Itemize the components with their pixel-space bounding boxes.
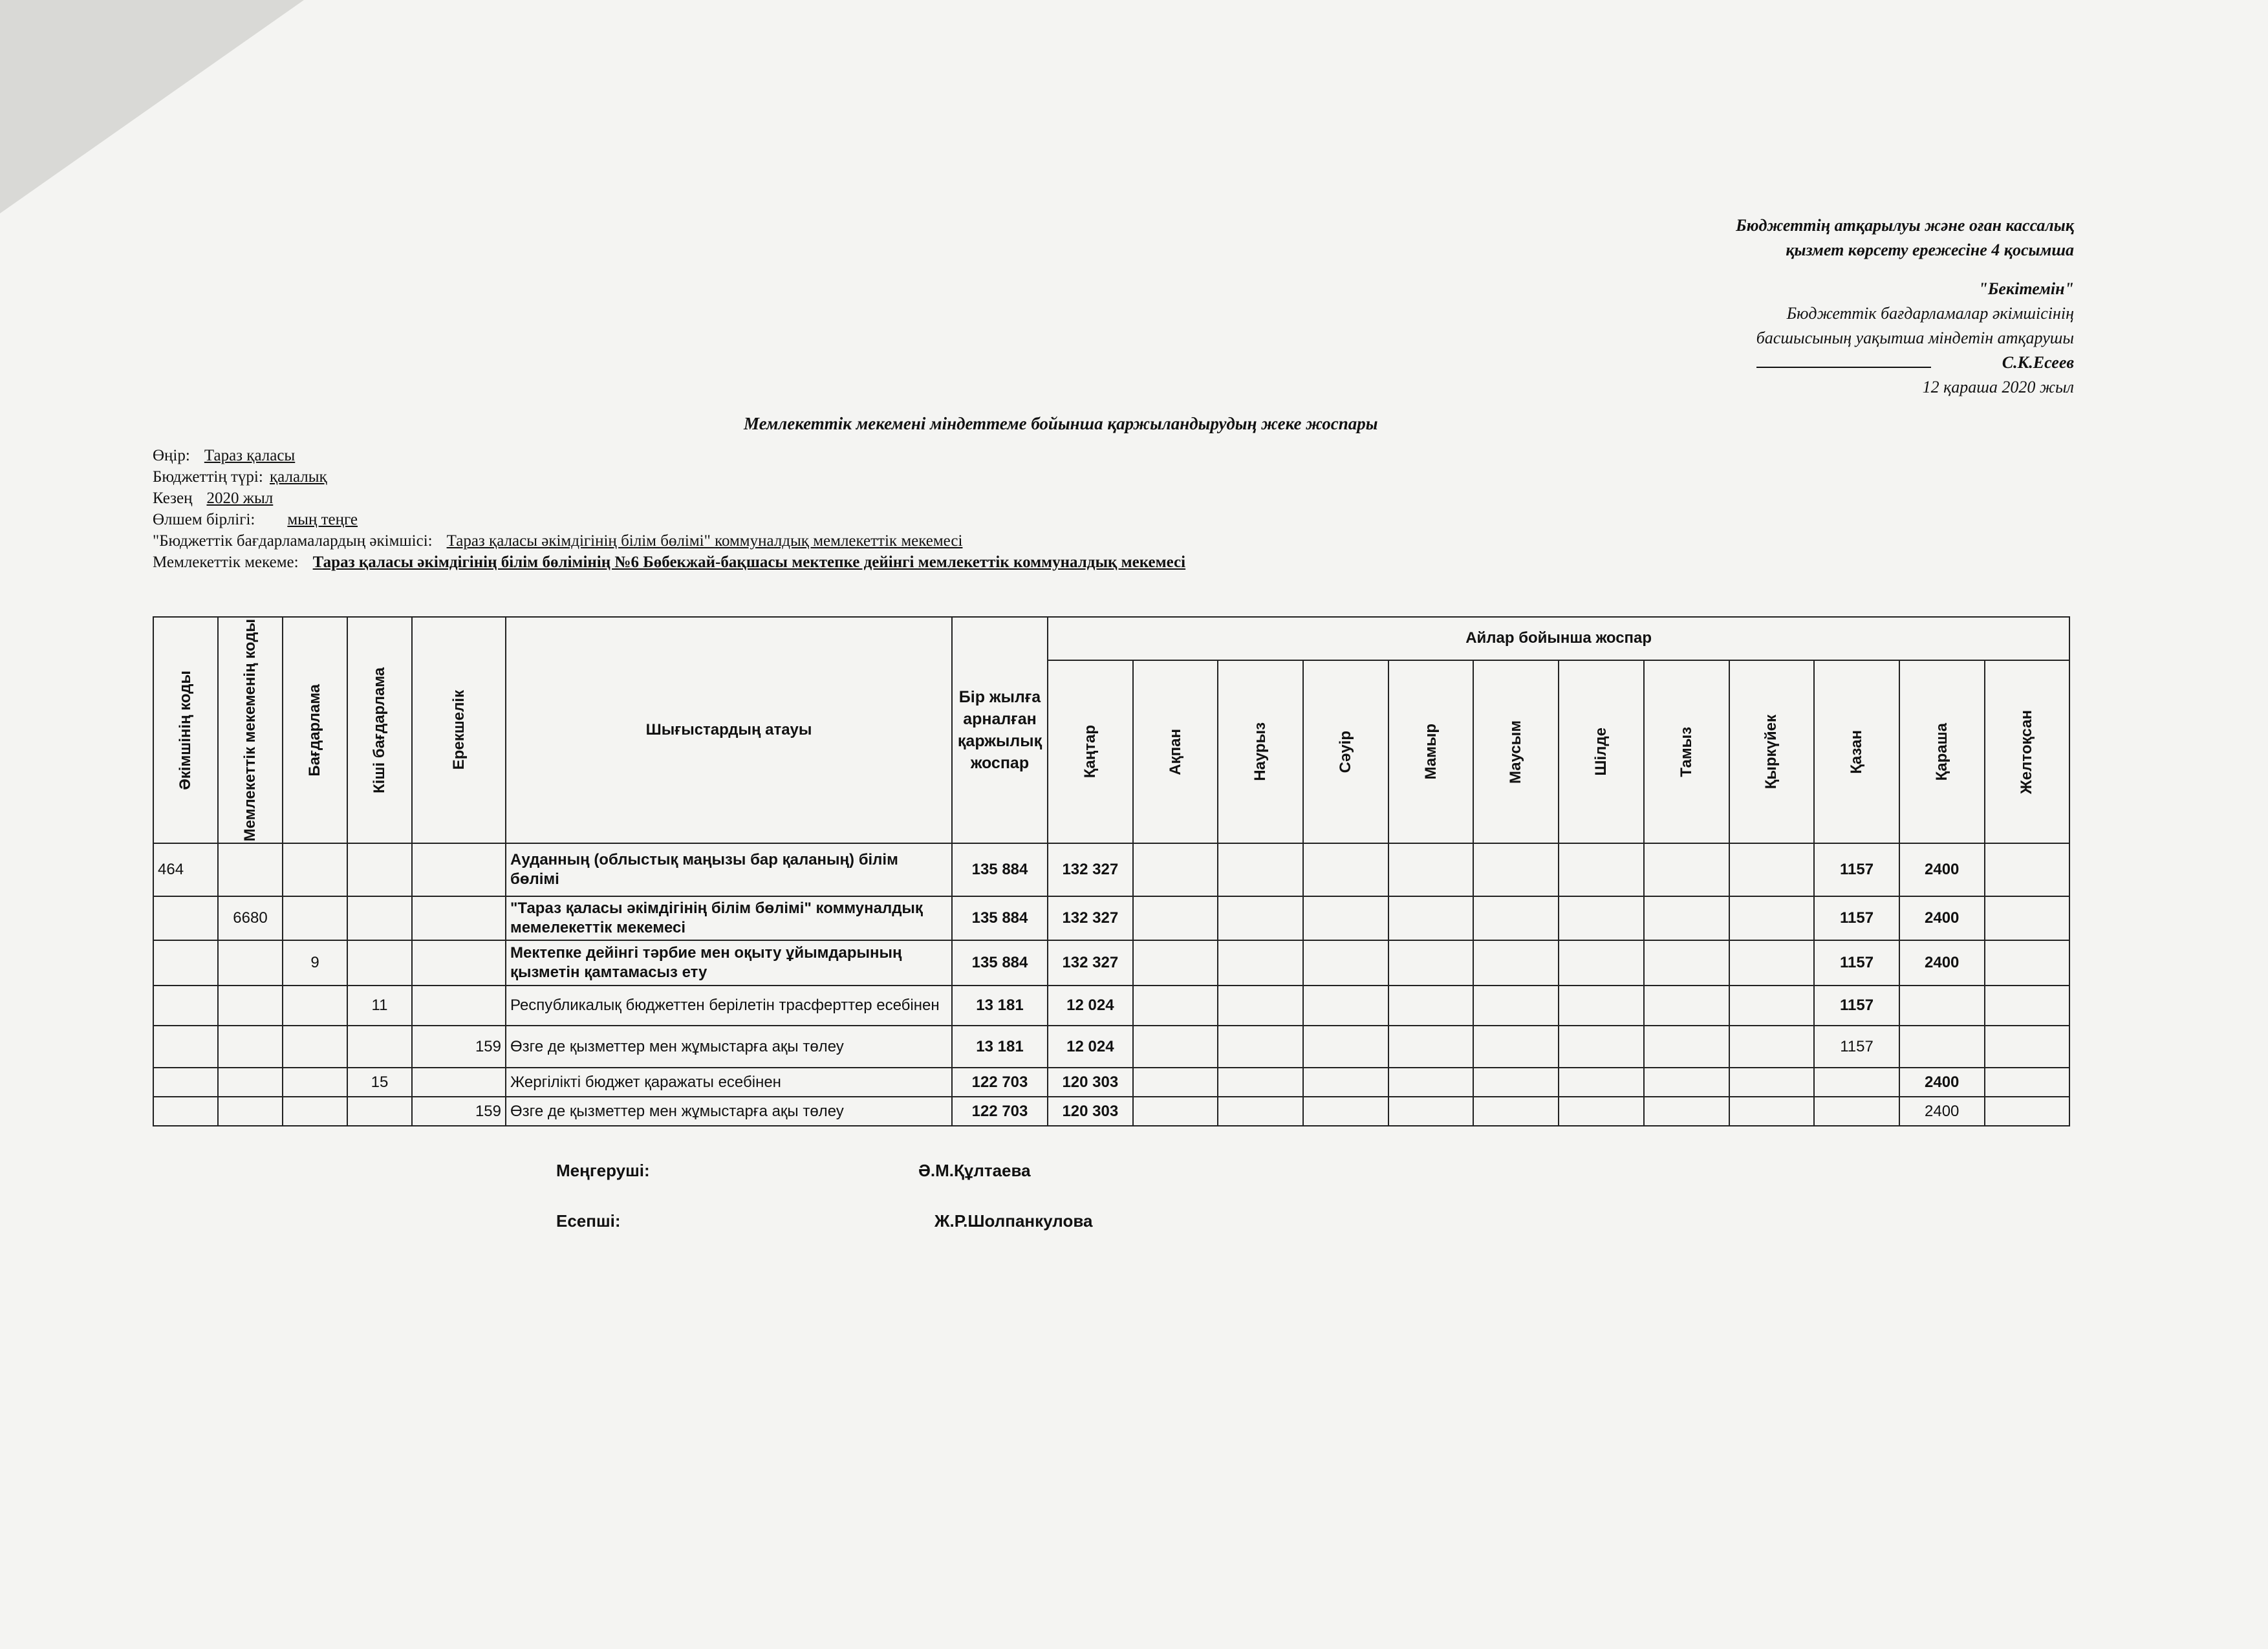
cell-inst-code bbox=[218, 940, 283, 986]
cell-month bbox=[1303, 896, 1388, 940]
cell-month bbox=[1644, 940, 1729, 986]
cell-specific bbox=[412, 843, 506, 896]
cell-month bbox=[1559, 1097, 1644, 1126]
cell-month bbox=[1985, 940, 2070, 986]
header-monthly-plan: Айлар бойынша жоспар bbox=[1048, 617, 2069, 660]
table-row bbox=[153, 940, 2069, 986]
cell-month bbox=[1218, 940, 1303, 986]
cell-expense-name: Жергілікті бюджет қаражаты есебінен bbox=[506, 1068, 952, 1097]
cell-month bbox=[1644, 1068, 1729, 1097]
cell-month bbox=[1388, 1026, 1474, 1068]
annex-line-2: қызмет көрсету ережесіне 4 қосымша bbox=[1786, 241, 2074, 259]
cell-annual-plan: 135 884 bbox=[952, 896, 1048, 940]
cell-month: 1157 bbox=[1814, 843, 1899, 896]
institution-label: Мемлекеттік мекеме: bbox=[153, 554, 299, 571]
budget-type-label: Бюджеттің түрі: bbox=[153, 468, 263, 486]
cell-specific bbox=[412, 940, 506, 986]
cell-subprogram bbox=[347, 940, 412, 986]
budget-type-value: қалалық bbox=[270, 468, 327, 486]
cell-month: 132 327 bbox=[1048, 843, 1133, 896]
cell-inst-code bbox=[218, 986, 283, 1026]
cell-admin-code bbox=[153, 1097, 218, 1126]
cell-annual-plan: 122 703 bbox=[952, 1068, 1048, 1097]
cell-inst-code bbox=[218, 1097, 283, 1126]
cell-month bbox=[1644, 843, 1729, 896]
cell-month bbox=[1473, 843, 1559, 896]
cell-inst-code bbox=[218, 1068, 283, 1097]
approval-date: 12 қараша 2020 жыл bbox=[1922, 378, 2074, 396]
cell-inst-code: 6680 bbox=[218, 896, 283, 940]
document-title: Мемлекеттік мекемені міндеттеме бойынша қаржыландырудың жеке жоспары bbox=[744, 414, 1378, 433]
cell-month: 1157 bbox=[1814, 1026, 1899, 1068]
header-admin-code: Әкімшінің коды bbox=[153, 617, 218, 843]
cell-month: 2400 bbox=[1899, 1097, 1985, 1126]
header-month: Маусым bbox=[1473, 660, 1559, 843]
cell-month bbox=[1388, 1097, 1474, 1126]
cell-program bbox=[283, 1068, 347, 1097]
cell-subprogram bbox=[347, 1026, 412, 1068]
cell-month bbox=[1729, 940, 1815, 986]
cell-month: 132 327 bbox=[1048, 940, 1133, 986]
table-row bbox=[153, 1068, 2069, 1097]
cell-month bbox=[1985, 1068, 2070, 1097]
cell-month bbox=[1473, 986, 1559, 1026]
cell-specific bbox=[412, 1068, 506, 1097]
header-month: Қазан bbox=[1814, 660, 1899, 843]
cell-month: 12 024 bbox=[1048, 1026, 1133, 1068]
cell-month bbox=[1814, 1097, 1899, 1126]
signature-line bbox=[1756, 360, 1931, 368]
cell-month bbox=[1218, 1097, 1303, 1126]
cell-month bbox=[1644, 896, 1729, 940]
header-program: Бағдарлама bbox=[283, 617, 347, 843]
cell-month bbox=[1133, 1097, 1218, 1126]
cell-program bbox=[283, 843, 347, 896]
region-value: Тараз қаласы bbox=[204, 447, 296, 464]
cell-month bbox=[1559, 1068, 1644, 1097]
cell-expense-name: Өзге де қызметтер мен жұмыстарға ақы төлеу bbox=[506, 1097, 952, 1126]
header-month: Тамыз bbox=[1644, 660, 1729, 843]
unit-value: мың теңге bbox=[287, 511, 358, 528]
header-inst-code: Мемлекеттік мекеменің коды bbox=[218, 617, 283, 843]
cell-annual-plan: 135 884 bbox=[952, 843, 1048, 896]
period-value: 2020 жыл bbox=[206, 490, 274, 507]
cell-admin-code bbox=[153, 1026, 218, 1068]
cell-specific: 159 bbox=[412, 1026, 506, 1068]
financing-plan-table bbox=[153, 616, 2070, 1126]
head-name: Ә.М.Құлтаева bbox=[918, 1161, 1031, 1180]
table-row bbox=[153, 843, 2069, 896]
cell-month bbox=[1729, 896, 1815, 940]
approver-line-2: басшысының уақытша міндетін атқарушы bbox=[1756, 329, 2074, 347]
cell-month bbox=[1133, 940, 1218, 986]
cell-month bbox=[1133, 1068, 1218, 1097]
table-row bbox=[153, 986, 2069, 1026]
cell-specific: 159 bbox=[412, 1097, 506, 1126]
cell-month bbox=[1303, 940, 1388, 986]
cell-expense-name: Өзге де қызметтер мен жұмыстарға ақы төлеу bbox=[506, 1026, 952, 1068]
cell-expense-name: Ауданның (облыстық маңызы бар қаланың) білім бөлімі bbox=[506, 843, 952, 896]
cell-month bbox=[1303, 986, 1388, 1026]
cell-annual-plan: 13 181 bbox=[952, 986, 1048, 1026]
header-subprogram: Кіші бағдарлама bbox=[347, 617, 412, 843]
cell-month: 1157 bbox=[1814, 896, 1899, 940]
admin-label: "Бюджеттік бағдарламалардың әкімшісі: bbox=[153, 532, 433, 550]
cell-month bbox=[1133, 843, 1218, 896]
cell-month bbox=[1899, 986, 1985, 1026]
cell-month: 12 024 bbox=[1048, 986, 1133, 1026]
cell-month bbox=[1985, 896, 2070, 940]
cell-subprogram bbox=[347, 1097, 412, 1126]
cell-month: 120 303 bbox=[1048, 1097, 1133, 1126]
cell-month bbox=[1729, 843, 1815, 896]
signature-head bbox=[556, 1161, 1031, 1181]
cell-month bbox=[1388, 896, 1474, 940]
cell-month bbox=[1133, 896, 1218, 940]
accountant-name: Ж.Р.Шолпанкулова bbox=[934, 1211, 1093, 1231]
cell-subprogram: 11 bbox=[347, 986, 412, 1026]
cell-subprogram bbox=[347, 843, 412, 896]
cell-month: 2400 bbox=[1899, 1068, 1985, 1097]
period-label: Кезең bbox=[153, 490, 193, 507]
cell-admin-code bbox=[153, 940, 218, 986]
cell-month bbox=[1729, 986, 1815, 1026]
header-month: Ақпан bbox=[1133, 660, 1218, 843]
cell-admin-code: 464 bbox=[153, 843, 218, 896]
cell-month: 2400 bbox=[1899, 843, 1985, 896]
cell-program bbox=[283, 1097, 347, 1126]
cell-month bbox=[1473, 940, 1559, 986]
cell-month bbox=[1559, 986, 1644, 1026]
header-month: Шілде bbox=[1559, 660, 1644, 843]
cell-program bbox=[283, 1026, 347, 1068]
cell-month bbox=[1559, 940, 1644, 986]
cell-month: 1157 bbox=[1814, 986, 1899, 1026]
cell-month bbox=[1388, 986, 1474, 1026]
cell-month bbox=[1729, 1026, 1815, 1068]
cell-month bbox=[1559, 896, 1644, 940]
cell-month bbox=[1814, 1068, 1899, 1097]
unit-label: Өлшем бірлігі: bbox=[153, 511, 255, 528]
cell-annual-plan: 13 181 bbox=[952, 1026, 1048, 1068]
table-row bbox=[153, 896, 2069, 940]
approver-line-1: Бюджеттік бағдарламалар әкімшісінің bbox=[1786, 304, 2074, 323]
cell-specific bbox=[412, 896, 506, 940]
cell-month bbox=[1473, 1026, 1559, 1068]
annex-line-1: Бюджеттің атқарылуы және оған кассалық bbox=[1736, 216, 2074, 235]
cell-month: 2400 bbox=[1899, 896, 1985, 940]
cell-month bbox=[1218, 1068, 1303, 1097]
header-expense-name: Шығыстардың атауы bbox=[506, 617, 952, 843]
cell-expense-name: "Тараз қаласы әкімдігінің білім бөлімі" коммуналдық мемелекеттік мекемесі bbox=[506, 896, 952, 940]
cell-month bbox=[1985, 1026, 2070, 1068]
cell-month: 1157 bbox=[1814, 940, 1899, 986]
header-specific: Ерекшелік bbox=[412, 617, 506, 843]
cell-expense-name: Республикалық бюджеттен берілетін трасферттер есебінен bbox=[506, 986, 952, 1026]
cell-month bbox=[1559, 843, 1644, 896]
folded-page-corner bbox=[0, 0, 304, 213]
cell-month bbox=[1985, 986, 2070, 1026]
cell-admin-code bbox=[153, 1068, 218, 1097]
approve-word: "Бекітемін" bbox=[1978, 279, 2074, 298]
cell-expense-name: Мектепке дейінгі тәрбие мен оқыту ұйымдарының қызметін қамтамасыз ету bbox=[506, 940, 952, 986]
cell-specific bbox=[412, 986, 506, 1026]
header-month: Наурыз bbox=[1218, 660, 1303, 843]
region-label: Өңір: bbox=[153, 447, 190, 464]
cell-program bbox=[283, 986, 347, 1026]
cell-month bbox=[1303, 1026, 1388, 1068]
cell-month bbox=[1899, 1026, 1985, 1068]
cell-month bbox=[1985, 1097, 2070, 1126]
cell-month bbox=[1388, 843, 1474, 896]
cell-month bbox=[1133, 986, 1218, 1026]
cell-month bbox=[1218, 1026, 1303, 1068]
signature-accountant bbox=[556, 1211, 1092, 1231]
approver-name: С.К.Есеев bbox=[2002, 353, 2074, 372]
header-month: Қыркүйек bbox=[1729, 660, 1815, 843]
cell-month bbox=[1559, 1026, 1644, 1068]
cell-month: 120 303 bbox=[1048, 1068, 1133, 1097]
cell-admin-code bbox=[153, 896, 218, 940]
cell-month: 2400 bbox=[1899, 940, 1985, 986]
cell-month bbox=[1388, 1068, 1474, 1097]
accountant-label: Есепші: bbox=[556, 1211, 621, 1231]
cell-month bbox=[1133, 1026, 1218, 1068]
cell-month bbox=[1729, 1097, 1815, 1126]
header-month: Қаңтар bbox=[1048, 660, 1133, 843]
institution-value: Тараз қаласы әкімдігінің білім бөлімінің №6 Бөбекжай-бақшасы мектепке дейінгі мемлекеттік коммуналдық мекемесі bbox=[312, 554, 1186, 571]
admin-value: Тараз қаласы әкімдігінің білім бөлімі" коммуналдық мемлекеттік мекемесі bbox=[446, 532, 963, 550]
head-label: Меңгеруші: bbox=[556, 1161, 650, 1180]
cell-program bbox=[283, 896, 347, 940]
header-month: Желтоқсан bbox=[1985, 660, 2070, 843]
cell-month bbox=[1303, 1068, 1388, 1097]
document-meta bbox=[153, 445, 1185, 573]
approval-block bbox=[1736, 213, 2074, 400]
cell-month bbox=[1388, 940, 1474, 986]
cell-month bbox=[1218, 986, 1303, 1026]
cell-month bbox=[1985, 843, 2070, 896]
cell-month bbox=[1473, 1097, 1559, 1126]
cell-month bbox=[1473, 1068, 1559, 1097]
table-row bbox=[153, 1097, 2069, 1126]
cell-month bbox=[1644, 986, 1729, 1026]
cell-month bbox=[1303, 1097, 1388, 1126]
header-month: Мамыр bbox=[1388, 660, 1474, 843]
cell-inst-code bbox=[218, 1026, 283, 1068]
header-month: Қараша bbox=[1899, 660, 1985, 843]
cell-annual-plan: 122 703 bbox=[952, 1097, 1048, 1126]
cell-inst-code bbox=[218, 843, 283, 896]
cell-annual-plan: 135 884 bbox=[952, 940, 1048, 986]
cell-program: 9 bbox=[283, 940, 347, 986]
table-row bbox=[153, 1026, 2069, 1068]
cell-month bbox=[1218, 896, 1303, 940]
cell-admin-code bbox=[153, 986, 218, 1026]
cell-month bbox=[1644, 1097, 1729, 1126]
header-annual-plan: Бір жылға арналған қаржылық жоспар bbox=[952, 617, 1048, 843]
cell-month: 132 327 bbox=[1048, 896, 1133, 940]
header-month: Сәуір bbox=[1303, 660, 1388, 843]
cell-month bbox=[1644, 1026, 1729, 1068]
cell-subprogram: 15 bbox=[347, 1068, 412, 1097]
cell-month bbox=[1218, 843, 1303, 896]
cell-month bbox=[1473, 896, 1559, 940]
cell-month bbox=[1729, 1068, 1815, 1097]
cell-subprogram bbox=[347, 896, 412, 940]
cell-month bbox=[1303, 843, 1388, 896]
